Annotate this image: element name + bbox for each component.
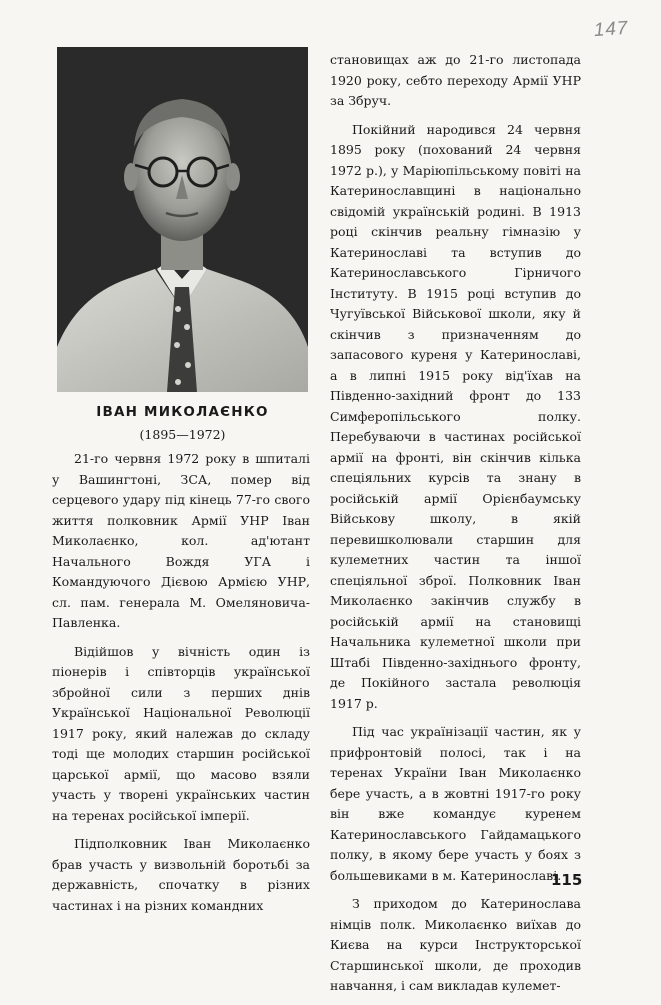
page-number: 115 bbox=[551, 871, 583, 889]
paragraph: З приходом до Катеринослава німців полк. Миколаєнко виїхав до Києва на курси Інструкторської Старшинської школи, де проходив навчання, і сам викладав кулемет- bbox=[330, 896, 581, 993]
left-text-column bbox=[52, 449, 310, 924]
paragraph: Відійшов у вічність один із піонерів і співторців української збройної сили з перших днів Української Національної Революції 1917 року, який належав до складу тоді ще молодих старшин російської царської армії, що масово взяли участь у творені українських частин на теренах російської імперії. bbox=[52, 643, 310, 823]
life-years: (1895—1972) bbox=[139, 427, 226, 442]
paragraph: Під час українізації частин, як у прифронтовій полосі, так і на теренах України Іван Миколаєнко бере участь, а в жовтні 1917-го року він вже командує куренем Катеринославського Гайдамацького полку, в якому бере участь у боях з большевиками в м. Катеринославі. bbox=[330, 724, 581, 883]
paragraph: Покійний народився 24 червня 1895 року (похований 24 червня 1972 р.), у Маріюпільському повіті на Катеринославщині в національно свідомій українській родині. В 1913 році скінчив реальну гімназію у Катеринославі та вступив до Катеринославського Гірничого Інституту. В 1915 році вступив до Чугуївської Військової школи, яку й скінчив з призначенням до запасового куреня у Катеринославі, а в липні 1915 року від'їхав на Південно-західний фронт до 133 Симферопільського полку. Перебуваючи в частинах російської армії на фронті, він скінчив кілька спеціяльних курсів та знану в російській армії Орієнбаумську Військову школу, в якій перевишколювали старшин для кулеметних частин та іншої спеціяльної зброї. Полковник Іван Миколаєнко закінчив службу в російській армії на становищі Начальника кулеметної школи при Штабі Південно-західнього фронту, де Покійного застала революція 1917 р. bbox=[330, 121, 581, 711]
right-text-column bbox=[330, 50, 581, 1005]
paragraph-continuation: становищах аж до 21-го листопада 1920 року, себто переходу Армії УНР за Збруч. bbox=[330, 52, 581, 108]
portrait-photo bbox=[57, 47, 308, 392]
handwritten-page-note: 147 bbox=[593, 17, 630, 42]
paragraph: Підполковник Іван Миколаєнко брав участь у визвольній боротьбі за державність, спочатку в різних частинах і на різних командних bbox=[52, 836, 310, 913]
man-portrait-photo-icon bbox=[57, 47, 308, 392]
person-name-heading: ІВАН МИКОЛАЄНКО bbox=[96, 404, 269, 420]
paragraph: 21-го червня 1972 року в шпиталі у Вашингтоні, ЗСА, помер від серцевого удару під кінець 77-го свого життя полковник Армії УНР Іван Миколаєнко, кол. ад'ютант Начального Вождя УГА і Командуючого Дієвою Армією УНР, сл. пам. генерала М. Омеляновича-Павленка. bbox=[52, 451, 310, 630]
